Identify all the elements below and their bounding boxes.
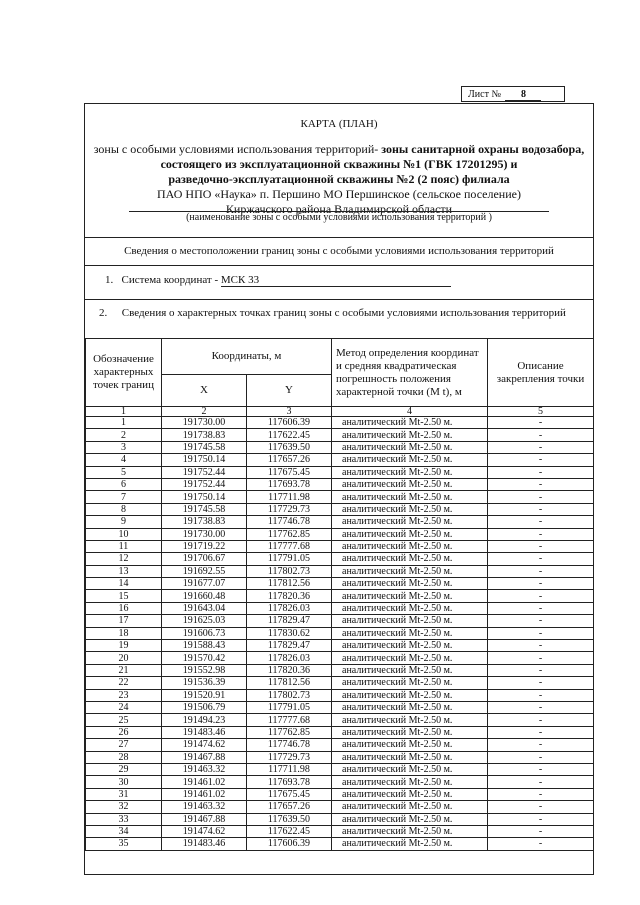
point-description: - bbox=[488, 627, 594, 639]
point-description: - bbox=[488, 454, 594, 466]
point-x: 191463.32 bbox=[162, 763, 247, 775]
point-x: 191483.46 bbox=[162, 838, 247, 850]
point-number: 6 bbox=[86, 478, 162, 490]
sheet-label: Лист № bbox=[468, 89, 501, 100]
point-description: - bbox=[488, 578, 594, 590]
point-y: 117762.85 bbox=[247, 726, 332, 738]
point-method: аналитический Mt-2.50 м. bbox=[332, 640, 488, 652]
header-description: Описание закрепления точки bbox=[488, 339, 594, 407]
point-method: аналитический Mt-2.50 м. bbox=[332, 689, 488, 701]
point-x: 191643.04 bbox=[162, 602, 247, 614]
title-block bbox=[85, 104, 593, 238]
table-row bbox=[86, 739, 594, 751]
table-row bbox=[86, 578, 594, 590]
point-method: аналитический Mt-2.50 м. bbox=[332, 813, 488, 825]
point-number: 17 bbox=[86, 615, 162, 627]
point-x: 191467.88 bbox=[162, 813, 247, 825]
point-number: 9 bbox=[86, 516, 162, 528]
point-number: 27 bbox=[86, 739, 162, 751]
points-section-label: Сведения о характерных точках границ зоны с особыми условиями использования территорий bbox=[121, 307, 566, 319]
zone-description-line3: разведочно-эксплуатационной скважины №2 (2 пояс) филиала bbox=[168, 172, 510, 186]
point-y: 117791.05 bbox=[247, 553, 332, 565]
point-y: 117829.47 bbox=[247, 640, 332, 652]
point-x: 191463.32 bbox=[162, 801, 247, 813]
point-number: 16 bbox=[86, 602, 162, 614]
header-x: X bbox=[162, 375, 247, 407]
table-row bbox=[86, 417, 594, 429]
point-method: аналитический Mt-2.50 м. bbox=[332, 763, 488, 775]
point-method: аналитический Mt-2.50 м. bbox=[332, 441, 488, 453]
table-row bbox=[86, 516, 594, 528]
column-number: 2 bbox=[162, 407, 247, 417]
table-row bbox=[86, 776, 594, 788]
point-y: 117693.78 bbox=[247, 478, 332, 490]
point-y: 117802.73 bbox=[247, 565, 332, 577]
point-method: аналитический Mt-2.50 м. bbox=[332, 590, 488, 602]
point-method: аналитический Mt-2.50 м. bbox=[332, 701, 488, 713]
point-method: аналитический Mt-2.50 м. bbox=[332, 491, 488, 503]
point-x: 191536.39 bbox=[162, 677, 247, 689]
header-method: Метод определения координат и средняя квадратическая погрешность положения характерной точки (М t), м bbox=[332, 339, 488, 407]
sheet-number: 8 bbox=[505, 89, 541, 101]
point-y: 117606.39 bbox=[247, 838, 332, 850]
point-x: 191625.03 bbox=[162, 615, 247, 627]
point-method: аналитический Mt-2.50 м. bbox=[332, 602, 488, 614]
point-method: аналитический Mt-2.50 м. bbox=[332, 627, 488, 639]
point-method: аналитический Mt-2.50 м. bbox=[332, 838, 488, 850]
point-number: 28 bbox=[86, 751, 162, 763]
point-description: - bbox=[488, 441, 594, 453]
table-row bbox=[86, 528, 594, 540]
zone-description-line2: состоящего из эксплуатационной скважины №1 (ГВК 17201295) и bbox=[160, 157, 518, 171]
point-description: - bbox=[488, 417, 594, 429]
point-method: аналитический Mt-2.50 м. bbox=[332, 739, 488, 751]
point-method: аналитический Mt-2.50 м. bbox=[332, 454, 488, 466]
point-number: 18 bbox=[86, 627, 162, 639]
point-x: 191520.91 bbox=[162, 689, 247, 701]
point-x: 191588.43 bbox=[162, 640, 247, 652]
column-number: 3 bbox=[247, 407, 332, 417]
point-x: 191752.44 bbox=[162, 478, 247, 490]
point-number: 3 bbox=[86, 441, 162, 453]
point-number: 30 bbox=[86, 776, 162, 788]
table-row bbox=[86, 590, 594, 602]
point-method: аналитический Mt-2.50 м. bbox=[332, 565, 488, 577]
point-description: - bbox=[488, 825, 594, 837]
point-method: аналитический Mt-2.50 м. bbox=[332, 788, 488, 800]
point-description: - bbox=[488, 714, 594, 726]
header-designation: Обозначение характерных точек границ bbox=[86, 339, 162, 407]
point-y: 117622.45 bbox=[247, 429, 332, 441]
point-y: 117729.73 bbox=[247, 503, 332, 515]
point-x: 191692.55 bbox=[162, 565, 247, 577]
boundary-points-rows bbox=[86, 417, 594, 851]
point-number: 1 bbox=[86, 417, 162, 429]
point-x: 191552.98 bbox=[162, 664, 247, 676]
point-description: - bbox=[488, 701, 594, 713]
point-description: - bbox=[488, 776, 594, 788]
point-number: 26 bbox=[86, 726, 162, 738]
point-number: 8 bbox=[86, 503, 162, 515]
point-method: аналитический Mt-2.50 м. bbox=[332, 516, 488, 528]
point-method: аналитический Mt-2.50 м. bbox=[332, 677, 488, 689]
point-description: - bbox=[488, 751, 594, 763]
point-method: аналитический Mt-2.50 м. bbox=[332, 664, 488, 676]
table-row bbox=[86, 640, 594, 652]
point-method: аналитический Mt-2.50 м. bbox=[332, 429, 488, 441]
point-y: 117826.03 bbox=[247, 652, 332, 664]
zone-name-caption: (наименование зоны с особыми условиями использования территорий ) bbox=[85, 212, 593, 223]
point-x: 191474.62 bbox=[162, 825, 247, 837]
point-number: 13 bbox=[86, 565, 162, 577]
point-description: - bbox=[488, 726, 594, 738]
table-row bbox=[86, 491, 594, 503]
point-description: - bbox=[488, 664, 594, 676]
location-section-heading: Сведения о местоположении границ зоны с особыми условиями использования территорий bbox=[85, 237, 593, 266]
point-number: 35 bbox=[86, 838, 162, 850]
table-row bbox=[86, 664, 594, 676]
point-number: 31 bbox=[86, 788, 162, 800]
coordinate-system-section bbox=[85, 265, 593, 300]
table-row bbox=[86, 466, 594, 478]
point-y: 117657.26 bbox=[247, 454, 332, 466]
point-x: 191483.46 bbox=[162, 726, 247, 738]
point-x: 191750.14 bbox=[162, 491, 247, 503]
point-number: 32 bbox=[86, 801, 162, 813]
column-numbers-row bbox=[86, 407, 594, 417]
point-number: 29 bbox=[86, 763, 162, 775]
table-row bbox=[86, 726, 594, 738]
point-y: 117812.56 bbox=[247, 578, 332, 590]
point-number: 12 bbox=[86, 553, 162, 565]
point-x: 191738.83 bbox=[162, 516, 247, 528]
point-number: 11 bbox=[86, 540, 162, 552]
point-x: 191719.22 bbox=[162, 540, 247, 552]
point-number: 21 bbox=[86, 664, 162, 676]
point-y: 117657.26 bbox=[247, 801, 332, 813]
point-method: аналитический Mt-2.50 м. bbox=[332, 540, 488, 552]
header-y: Y bbox=[247, 375, 332, 407]
point-method: аналитический Mt-2.50 м. bbox=[332, 726, 488, 738]
point-number: 34 bbox=[86, 825, 162, 837]
column-number: 5 bbox=[488, 407, 594, 417]
point-x: 191752.44 bbox=[162, 466, 247, 478]
point-method: аналитический Mt-2.50 м. bbox=[332, 417, 488, 429]
document-frame bbox=[84, 103, 594, 875]
point-y: 117729.73 bbox=[247, 751, 332, 763]
table-row bbox=[86, 701, 594, 713]
table-row bbox=[86, 838, 594, 850]
table-row bbox=[86, 627, 594, 639]
point-x: 191461.02 bbox=[162, 788, 247, 800]
table-row bbox=[86, 689, 594, 701]
point-description: - bbox=[488, 739, 594, 751]
point-y: 117746.78 bbox=[247, 739, 332, 751]
point-description: - bbox=[488, 429, 594, 441]
point-x: 191745.58 bbox=[162, 503, 247, 515]
point-x: 191745.58 bbox=[162, 441, 247, 453]
point-method: аналитический Mt-2.50 м. bbox=[332, 652, 488, 664]
point-x: 191730.00 bbox=[162, 528, 247, 540]
table-row bbox=[86, 553, 594, 565]
point-description: - bbox=[488, 466, 594, 478]
point-method: аналитический Mt-2.50 м. bbox=[332, 751, 488, 763]
point-number: 15 bbox=[86, 590, 162, 602]
table-row bbox=[86, 615, 594, 627]
point-y: 117639.50 bbox=[247, 813, 332, 825]
point-description: - bbox=[488, 503, 594, 515]
point-y: 117606.39 bbox=[247, 417, 332, 429]
point-x: 191660.48 bbox=[162, 590, 247, 602]
points-section-number: 2. bbox=[99, 307, 108, 319]
coordinate-system-value: МСК 33 bbox=[221, 274, 451, 287]
point-number: 7 bbox=[86, 491, 162, 503]
point-method: аналитический Mt-2.50 м. bbox=[332, 466, 488, 478]
document-title: КАРТА (ПЛАН) bbox=[300, 118, 378, 130]
point-y: 117762.85 bbox=[247, 528, 332, 540]
sheet-number-box bbox=[461, 86, 565, 102]
point-description: - bbox=[488, 478, 594, 490]
point-description: - bbox=[488, 640, 594, 652]
column-number: 1 bbox=[86, 407, 162, 417]
point-y: 117820.36 bbox=[247, 590, 332, 602]
point-x: 191506.79 bbox=[162, 701, 247, 713]
point-method: аналитический Mt-2.50 м. bbox=[332, 553, 488, 565]
point-x: 191467.88 bbox=[162, 751, 247, 763]
table-row bbox=[86, 454, 594, 466]
point-description: - bbox=[488, 788, 594, 800]
point-x: 191494.23 bbox=[162, 714, 247, 726]
point-number: 20 bbox=[86, 652, 162, 664]
point-method: аналитический Mt-2.50 м. bbox=[332, 478, 488, 490]
zone-description-line1-bold: зоны санитарной охраны водозабора, bbox=[378, 142, 585, 156]
point-description: - bbox=[488, 615, 594, 627]
point-number: 33 bbox=[86, 813, 162, 825]
point-x: 191677.07 bbox=[162, 578, 247, 590]
header-coordinates: Координаты, м bbox=[162, 339, 332, 375]
point-number: 24 bbox=[86, 701, 162, 713]
point-x: 191570.42 bbox=[162, 652, 247, 664]
table-row bbox=[86, 540, 594, 552]
point-number: 5 bbox=[86, 466, 162, 478]
table-row bbox=[86, 677, 594, 689]
point-y: 117830.62 bbox=[247, 627, 332, 639]
table-row bbox=[86, 813, 594, 825]
table-row bbox=[86, 429, 594, 441]
point-number: 2 bbox=[86, 429, 162, 441]
zone-description-line1-prefix: зоны с особыми условиями использования территорий- bbox=[93, 142, 379, 156]
point-y: 117802.73 bbox=[247, 689, 332, 701]
table-row bbox=[86, 763, 594, 775]
coordinate-system-number: 1. bbox=[105, 274, 114, 286]
point-description: - bbox=[488, 801, 594, 813]
boundary-points-table bbox=[85, 338, 594, 851]
point-number: 14 bbox=[86, 578, 162, 590]
point-y: 117820.36 bbox=[247, 664, 332, 676]
point-y: 117746.78 bbox=[247, 516, 332, 528]
point-number: 25 bbox=[86, 714, 162, 726]
point-method: аналитический Mt-2.50 м. bbox=[332, 615, 488, 627]
column-number: 4 bbox=[332, 407, 488, 417]
point-description: - bbox=[488, 813, 594, 825]
table-row bbox=[86, 751, 594, 763]
point-number: 10 bbox=[86, 528, 162, 540]
point-method: аналитический Mt-2.50 м. bbox=[332, 578, 488, 590]
point-description: - bbox=[488, 677, 594, 689]
point-x: 191461.02 bbox=[162, 776, 247, 788]
point-description: - bbox=[488, 565, 594, 577]
point-description: - bbox=[488, 553, 594, 565]
table-row bbox=[86, 801, 594, 813]
zone-description bbox=[89, 142, 589, 217]
zone-description-line4: ПАО НПО «Наука» п. Першино МО Першинское (сельское поселение) bbox=[157, 187, 521, 201]
table-row bbox=[86, 565, 594, 577]
point-x: 191730.00 bbox=[162, 417, 247, 429]
point-description: - bbox=[488, 602, 594, 614]
point-x: 191474.62 bbox=[162, 739, 247, 751]
point-description: - bbox=[488, 516, 594, 528]
point-number: 19 bbox=[86, 640, 162, 652]
point-y: 117675.45 bbox=[247, 466, 332, 478]
point-y: 117826.03 bbox=[247, 602, 332, 614]
point-description: - bbox=[488, 491, 594, 503]
table-row bbox=[86, 503, 594, 515]
points-section-heading bbox=[85, 299, 593, 339]
point-x: 191606.73 bbox=[162, 627, 247, 639]
table-row bbox=[86, 714, 594, 726]
point-y: 117812.56 bbox=[247, 677, 332, 689]
coordinate-system-label: Система координат - bbox=[121, 274, 221, 286]
table-row bbox=[86, 788, 594, 800]
table-row bbox=[86, 652, 594, 664]
point-y: 117622.45 bbox=[247, 825, 332, 837]
table-row bbox=[86, 478, 594, 490]
point-method: аналитический Mt-2.50 м. bbox=[332, 825, 488, 837]
point-method: аналитический Mt-2.50 м. bbox=[332, 714, 488, 726]
point-description: - bbox=[488, 652, 594, 664]
point-method: аналитический Mt-2.50 м. bbox=[332, 528, 488, 540]
point-description: - bbox=[488, 540, 594, 552]
point-y: 117791.05 bbox=[247, 701, 332, 713]
point-description: - bbox=[488, 590, 594, 602]
point-x: 191750.14 bbox=[162, 454, 247, 466]
point-x: 191738.83 bbox=[162, 429, 247, 441]
point-y: 117693.78 bbox=[247, 776, 332, 788]
point-y: 117711.98 bbox=[247, 763, 332, 775]
point-method: аналитический Mt-2.50 м. bbox=[332, 801, 488, 813]
point-y: 117777.68 bbox=[247, 540, 332, 552]
zone-description-line5: Киржачского района Владимирской области bbox=[225, 202, 453, 216]
point-method: аналитический Mt-2.50 м. bbox=[332, 503, 488, 515]
point-y: 117777.68 bbox=[247, 714, 332, 726]
point-method: аналитический Mt-2.50 м. bbox=[332, 776, 488, 788]
point-y: 117711.98 bbox=[247, 491, 332, 503]
point-y: 117829.47 bbox=[247, 615, 332, 627]
point-number: 4 bbox=[86, 454, 162, 466]
point-number: 23 bbox=[86, 689, 162, 701]
point-y: 117675.45 bbox=[247, 788, 332, 800]
point-number: 22 bbox=[86, 677, 162, 689]
table-row bbox=[86, 825, 594, 837]
table-row bbox=[86, 602, 594, 614]
point-x: 191706.67 bbox=[162, 553, 247, 565]
point-description: - bbox=[488, 689, 594, 701]
point-y: 117639.50 bbox=[247, 441, 332, 453]
point-description: - bbox=[488, 763, 594, 775]
point-description: - bbox=[488, 838, 594, 850]
point-description: - bbox=[488, 528, 594, 540]
table-row bbox=[86, 441, 594, 453]
